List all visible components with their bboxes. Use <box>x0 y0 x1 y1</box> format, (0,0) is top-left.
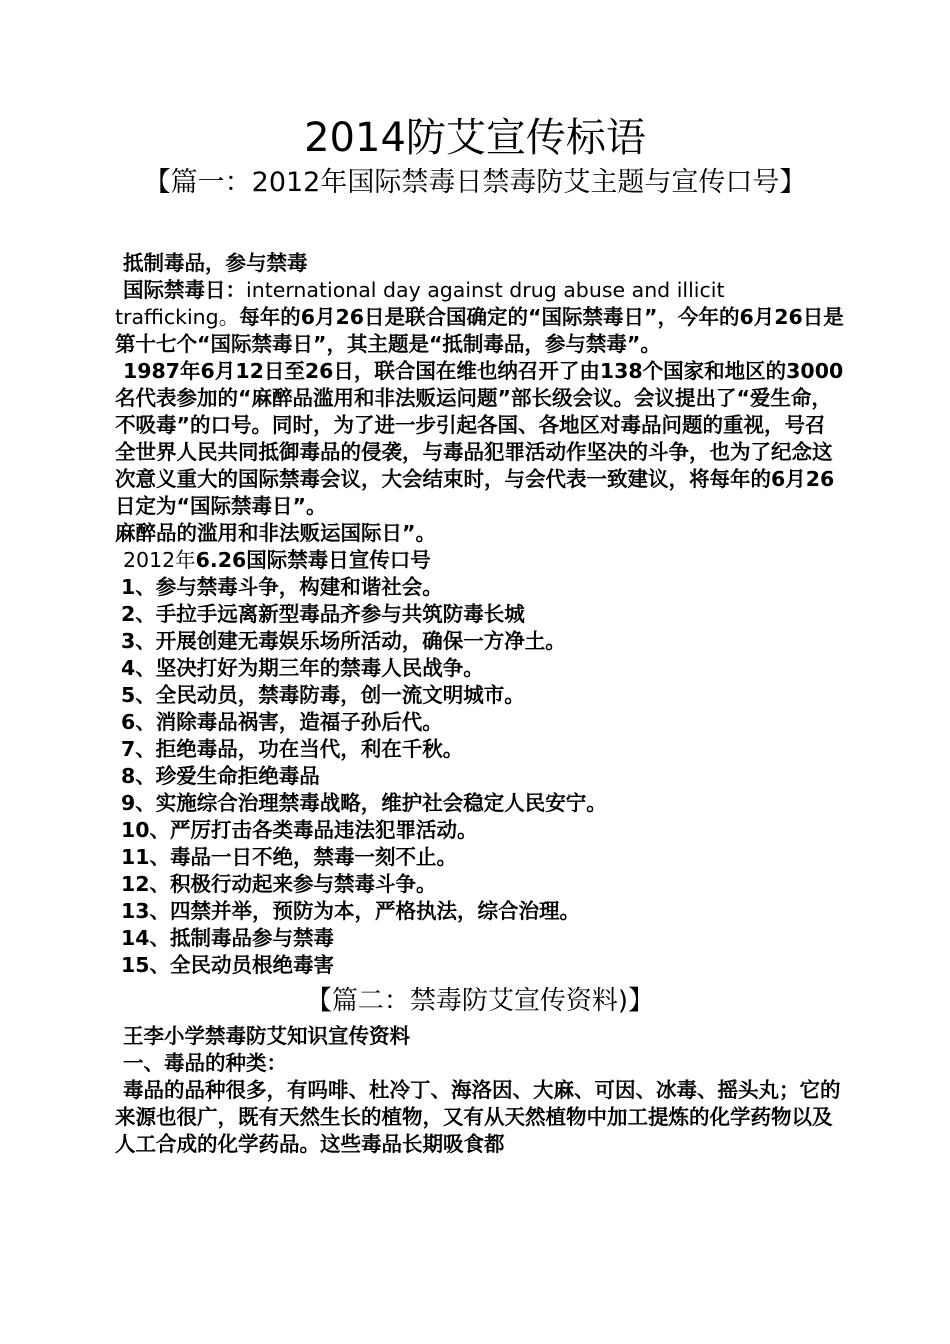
list-item: 10、严厉打击各类毒品违法犯罪活动。 <box>121 818 478 842</box>
subsection-heading: 一、毒品的种类： <box>123 1051 287 1075</box>
document-title: 2014防艾宣传标语 <box>304 115 646 161</box>
list-item: 11、毒品一日不绝，禁毒一刻不止。 <box>121 845 458 869</box>
document-body <box>115 250 845 1158</box>
list-item: 2、手拉手远离新型毒品齐参与共筑防毒长城 <box>121 602 525 626</box>
section1-heading: 【篇一：2012年国际禁毒日禁毒防艾主题与宣传口号】 <box>143 167 807 198</box>
list-item: 15、全民动员根绝毒害 <box>121 953 335 977</box>
intro-text: 每年的6月26日是联合国确定的“国际禁毒日”，今年的6月26日是第十七个“国际禁毒日”，其主题是“抵制毒品，参与禁毒”。 <box>115 305 844 356</box>
slogan-title: 6.26国际禁毒日宣传口号 <box>195 548 431 572</box>
list-item: 13、四禁并举，预防为本，严格执法，综合治理。 <box>121 899 581 923</box>
intro-label-en: international day against drug abuse and illicit trafficking。 <box>115 278 725 329</box>
list-item: 8、珍爱生命拒绝毒品 <box>121 764 320 788</box>
list-item: 14、抵制毒品参与禁毒 <box>121 926 335 950</box>
list-item: 7、拒绝毒品，功在当代，利在千秋。 <box>121 737 464 761</box>
slogan-list <box>115 574 845 979</box>
list-item: 9、实施综合治理禁毒战略，维护社会稳定人民安宁。 <box>121 791 607 815</box>
school-title: 王李小学禁毒防艾知识宣传资料 <box>123 1024 410 1048</box>
slogan-year: 2012年 <box>123 548 196 572</box>
closing-line: 麻醉品的滥用和非法贩运国际日”。 <box>115 521 436 545</box>
list-item: 12、积极行动起来参与禁毒斗争。 <box>121 872 437 896</box>
intro-paragraph <box>115 277 845 358</box>
theme-line: 抵制毒品，参与禁毒 <box>123 251 308 275</box>
history-paragraph: 1987年6月12日至26日，联合国在维也纳召开了由138个国家和地区的3000名代表参加的“麻醉品滥用和非法贩运问题”部长级会议。会议提出了“爱生命，不吸毒”的口号。同时，为了进一步引起各国、各地区对毒品问题的重视，号召全世界人民共同抵御毒品的侵袭，与毒品犯罪活动作坚决的斗争，也为了纪念这次意义重大的国际禁毒会议，大会结束时，与会代表一致建议，将每年的6月26日定为“国际禁毒日”。 <box>115 359 844 518</box>
list-item: 1、参与禁毒斗争，构建和谐社会。 <box>121 575 443 599</box>
list-item: 6、消除毒品祸害，造福子孙后代。 <box>121 710 443 734</box>
slogan-heading <box>115 547 845 574</box>
list-item: 5、全民动员，禁毒防毒，创一流文明城市。 <box>121 683 525 707</box>
list-item: 4、坚决打好为期三年的禁毒人民战争。 <box>121 656 484 680</box>
section2-heading: 【篇二：禁毒防艾宣传资料)】 <box>305 986 655 1016</box>
drug-types-paragraph: 毒品的品种很多，有吗啡、杜冷丁、海洛因、大麻、可因、冰毒、摇头丸；它的来源也很广，既有天然生长的植物，又有从天然植物中加工提炼的化学药物以及人工合成的化学药品。这些毒品长期吸食都 <box>115 1078 841 1156</box>
intro-label: 国际禁毒日： <box>123 278 246 302</box>
list-item: 3、开展创建无毒娱乐场所活动，确保一方净土。 <box>121 629 566 653</box>
